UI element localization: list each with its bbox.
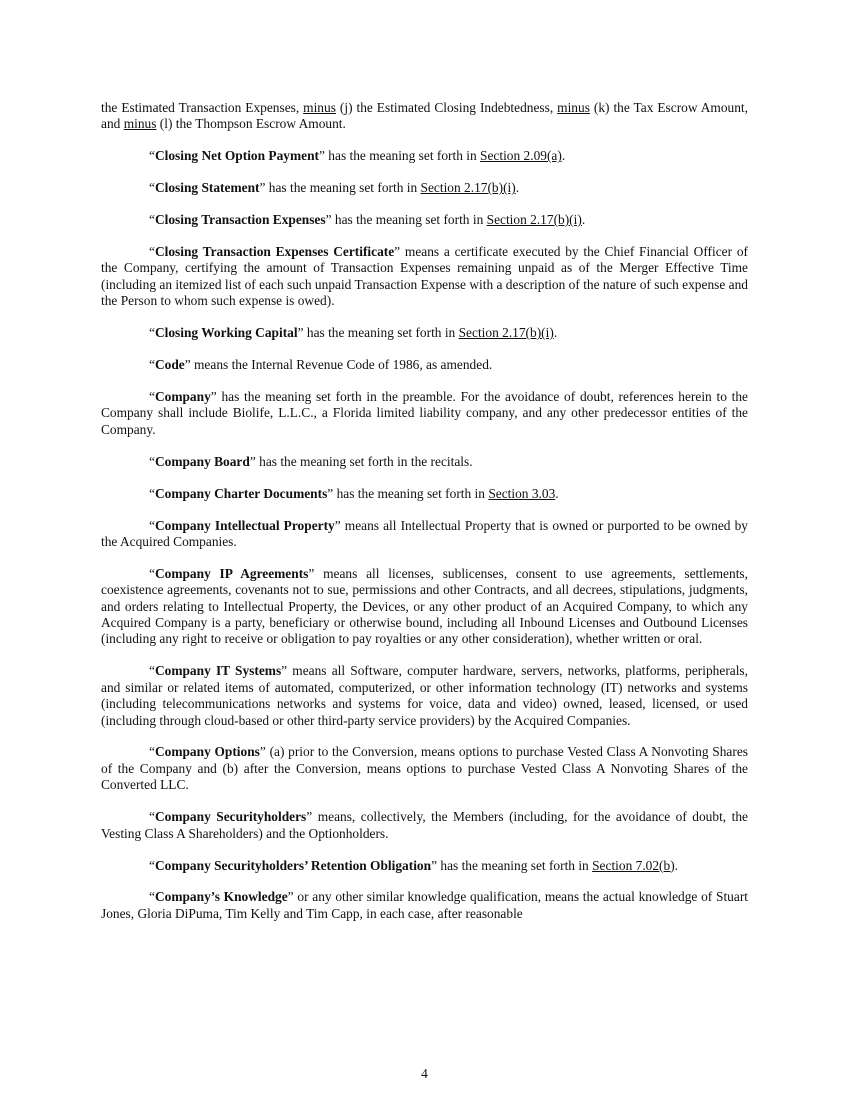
defined-term: Company Options [154,744,260,760]
definition-closing-transaction-expenses: “Closing Transaction Expenses” has the meaning set forth in Section 2.17(b)(i). [149,212,586,228]
definition-closing-statement: “Closing Statement” has the meaning set forth in Section 2.17(b)(i). [149,180,520,196]
defined-term: Closing Transaction Expenses [154,212,326,228]
definition-company-options: “Company Options” (a) prior to the Conversion, means options to purchase Vested Class A Nonvoting Shares of the Company and (b) after the Conversion, means options to purchase Vested Class A Nonvoting Shares of the Converted LLC. [101,744,748,793]
defined-term: Company Securityholders [154,809,307,825]
document-body [101,100,748,938]
section-reference: Section 2.17(b)(i) [486,212,582,228]
section-reference: Section 2.09(a) [480,148,562,164]
definition-companys-knowledge: “Company’s Knowledge” or any other similar knowledge qualification, means the actual knowledge of Stuart Jones, Gloria DiPuma, Tim Kelly and Tim Capp, in each case, after reasonable [101,889,748,921]
definition-closing-transaction-expenses-certificate: “Closing Transaction Expenses Certificate” means a certificate executed by the Chief Financial Officer of the Company, certifying the amount of Transaction Expenses remaining unpaid as of the Merger Effective Time (including an itemized list of each such unpaid Transaction Expense with a description of the nature of such expense and the Person to whom such expense is owed). [101,244,748,309]
defined-term: Company IT Systems [154,663,282,679]
definition-company-securityholders: “Company Securityholders” means, collectively, the Members (including, for the avoidance of doubt, the Vesting Class A Shareholders) and the Optionholders. [101,809,748,841]
definition-company-securityholders-retention-obligation: “Company Securityholders’ Retention Obligation” has the meaning set forth in Section 7.02(b). [149,857,679,873]
defined-term: Company Board [154,453,250,469]
defined-term: Code [154,357,185,373]
definition-closing-net-option-payment: “Closing Net Option Payment” has the meaning set forth in Section 2.09(a). [149,148,566,164]
definition-company: “Company” has the meaning set forth in the preamble. For the avoidance of doubt, references herein to the Company shall include Biolife, L.L.C., a Florida limited liability company, and any other predecessor entities of the Company. [101,388,748,437]
section-reference: Section 2.17(b)(i) [458,325,554,341]
definition-company-intellectual-property: “Company Intellectual Property” means all Intellectual Property that is owned or purported to be owned by the Acquired Companies. [101,517,748,549]
paragraph-continuation: the Estimated Transaction Expenses, minus (j) the Estimated Closing Indebtedness, minus (k) the Tax Escrow Amount, and minus (l) the Thompson Escrow Amount. [101,100,749,132]
page-number: 4 [421,1066,428,1081]
definition-code: “Code” means the Internal Revenue Code of 1986, as amended. [149,357,493,373]
defined-term: Company’s Knowledge [154,889,288,905]
section-reference: Section 2.17(b)(i) [420,180,516,196]
defined-term: Closing Working Capital [154,325,298,341]
defined-term: Closing Statement [154,180,260,196]
definition-company-ip-agreements: “Company IP Agreements” means all licenses, sublicenses, consent to use agreements, settlements, coexistence agreements, covenants not to sue, permissions and other Contracts, and all decrees, stipulations, judgments, and orders relating to Intellectual Property, the Devices, or any other product of an Acquired Company, to which any Acquired Company is a party, beneficiary or otherwise bound, including all Inbound Licenses and Outbound Licenses (including any right to receive or obligation to pay royalties or any other consideration), whether written or oral. [101,565,748,647]
definition-company-board: “Company Board” has the meaning set forth in the recitals. [149,453,473,469]
defined-term: Closing Net Option Payment [154,148,319,164]
defined-term: Company IP Agreements [154,565,309,581]
section-reference: Section 3.03 [488,485,556,501]
section-reference: Section 7.02(b) [592,857,675,873]
defined-term: Company [154,388,211,404]
definition-company-it-systems: “Company IT Systems” means all Software, computer hardware, servers, networks, platforms, peripherals, and similar or related items of automated, computerized, or other information technology (IT) networks and systems (including telecommunications networks and systems for voice, data and video) owned, leased, licensed, or used (including through cloud-based or other third-party service providers) by the Acquired Companies. [101,663,748,728]
definition-closing-working-capital: “Closing Working Capital” has the meaning set forth in Section 2.17(b)(i). [149,325,558,341]
defined-term: Closing Transaction Expenses Certificate [154,244,395,260]
defined-term: Company Charter Documents [154,485,328,501]
defined-term: Company Intellectual Property [154,517,335,533]
defined-term: Company Securityholders’ Retention Obligation [154,857,432,873]
definition-company-charter-documents: “Company Charter Documents” has the meaning set forth in Section 3.03. [149,485,559,501]
